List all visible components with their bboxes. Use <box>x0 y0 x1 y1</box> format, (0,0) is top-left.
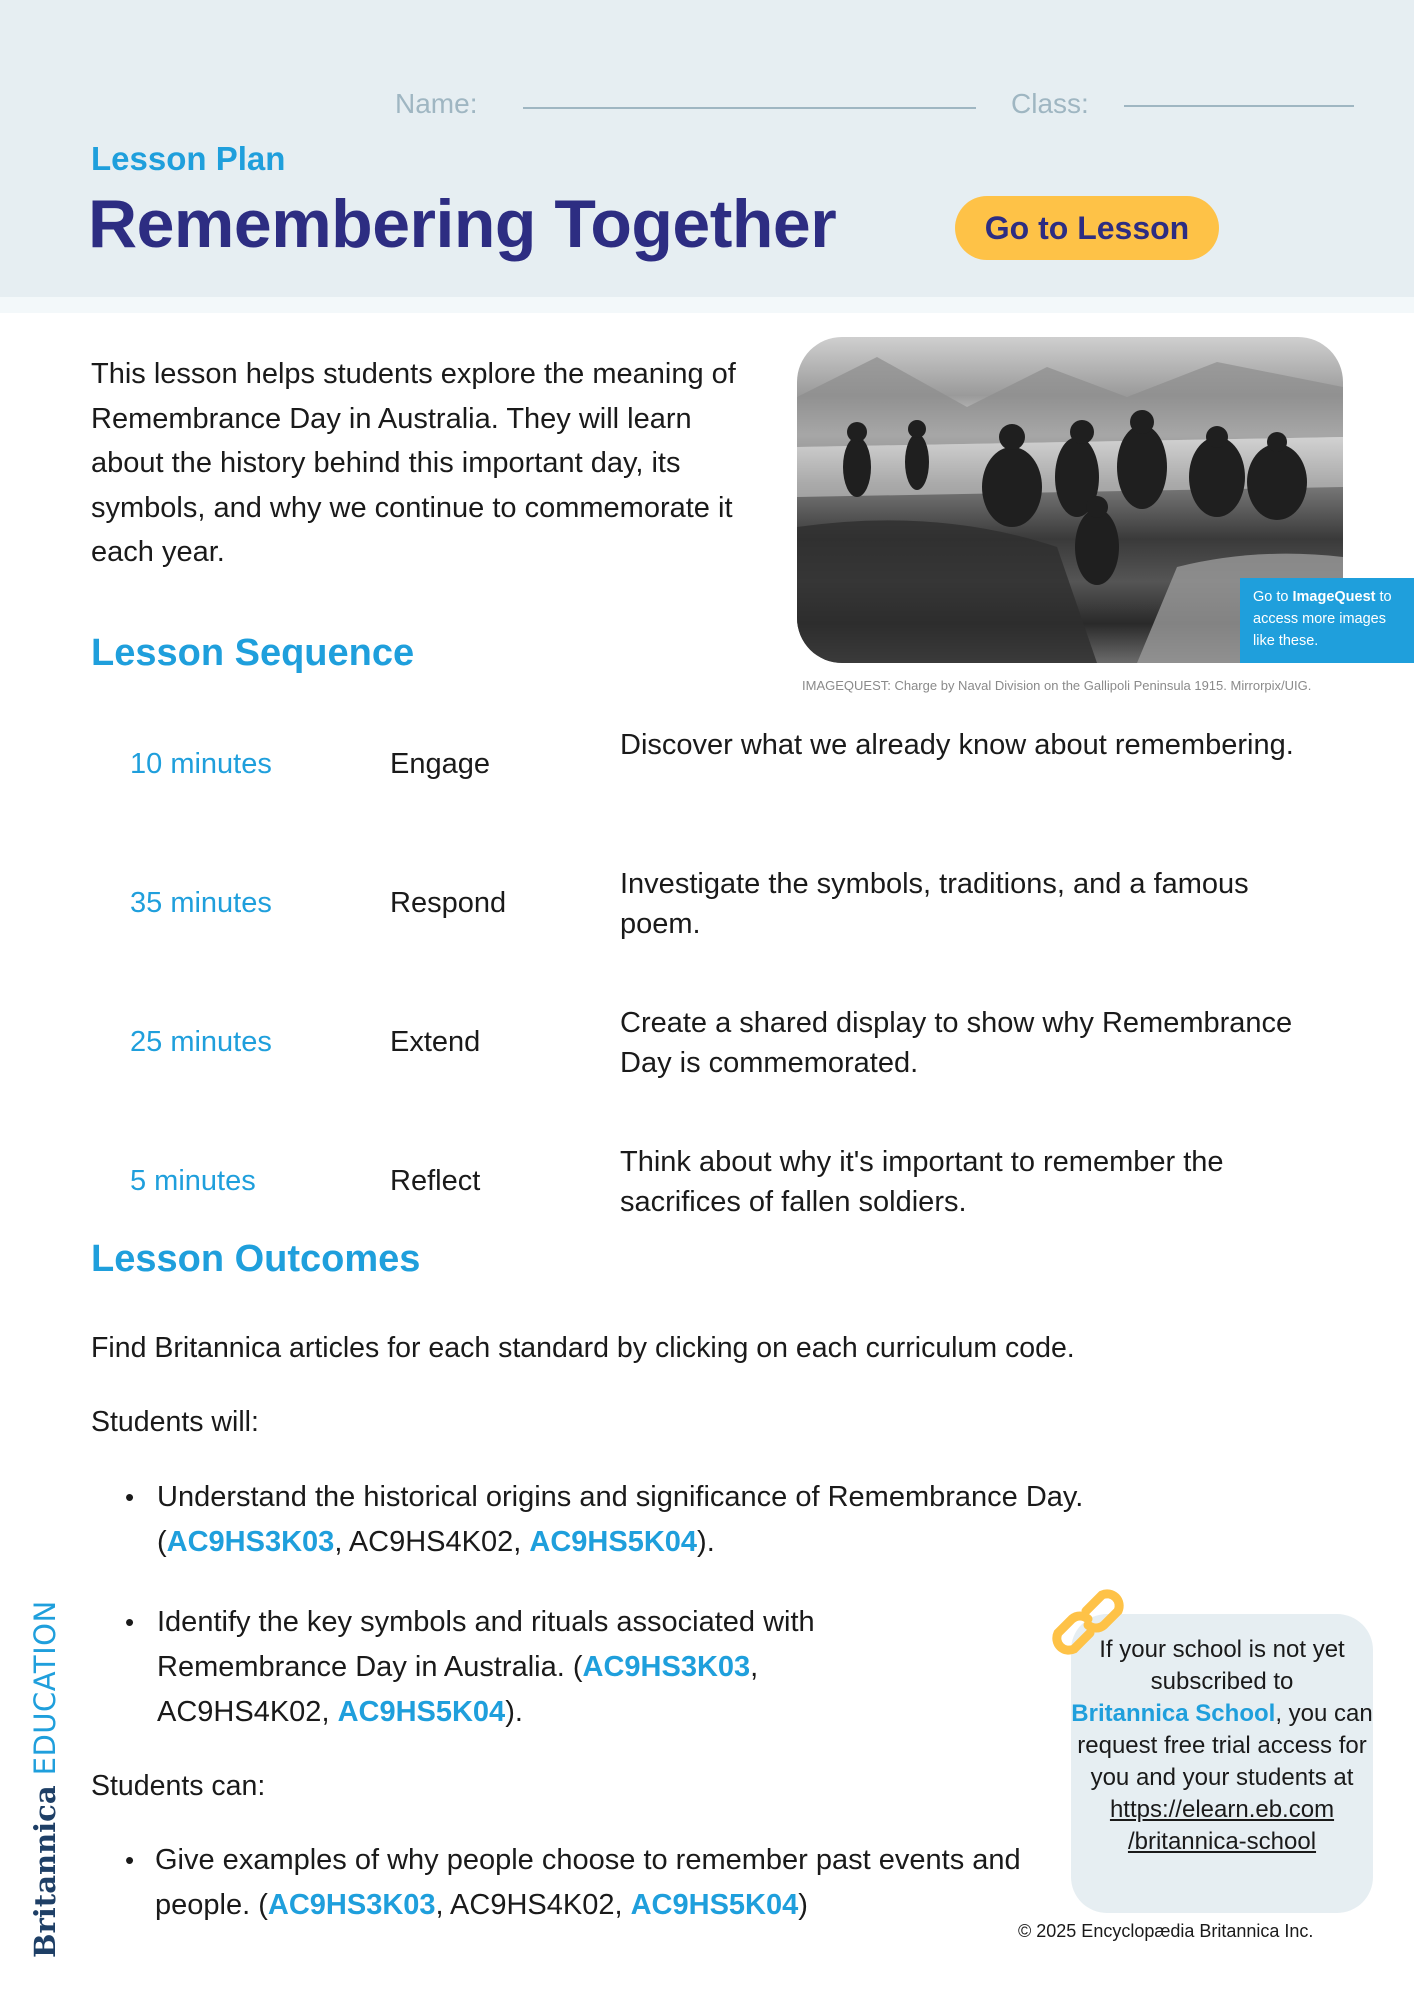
outcome-text: Identify the key symbols and rituals associated with Remembrance Day in Australia. <box>157 1606 815 1683</box>
curriculum-code-link[interactable]: AC9HS5K04 <box>529 1526 698 1558</box>
imagequest-suffix: to access more images like these. <box>1253 589 1392 649</box>
separator: , <box>750 1651 759 1683</box>
sequence-time: 35 minutes <box>130 887 272 919</box>
promo-text: , you can request free trial access for you and your students at <box>1077 1700 1373 1791</box>
imagequest-prefix: Go to <box>1253 589 1293 605</box>
sequence-description: Create a shared display to show why Remembrance Day is commemorated. <box>620 1007 1293 1079</box>
curriculum-code: AC9HS4K02 <box>450 1889 615 1921</box>
lesson-sequence-heading: Lesson Sequence <box>91 632 415 674</box>
sequence-phase: Respond <box>390 887 507 919</box>
imagequest-link[interactable] <box>1240 578 1414 663</box>
sequence-phase: Engage <box>390 748 490 780</box>
name-field[interactable] <box>523 107 976 109</box>
bullet-icon: • <box>125 1482 135 1512</box>
logo-sub: EDUCATION <box>28 1600 62 1776</box>
class-label: Class: <box>1011 88 1089 119</box>
paren-open: ( <box>157 1526 167 1558</box>
curriculum-code: AC9HS4K02 <box>157 1696 322 1728</box>
copyright: © 2025 Encyclopædia Britannica Inc. <box>1018 1921 1314 1941</box>
sequence-time: 10 minutes <box>130 748 272 780</box>
students-can-label: Students can: <box>91 1770 266 1802</box>
curriculum-code-link[interactable]: AC9HS3K03 <box>267 1889 436 1921</box>
outcome-text: Give examples of why people choose to remember past events and people. <box>155 1844 1021 1921</box>
go-to-lesson-button[interactable]: Go to Lesson <box>955 196 1219 260</box>
paren-open: ( <box>572 1651 583 1683</box>
paren-close: ) <box>798 1889 808 1921</box>
logo-brand: Britannica <box>28 1785 62 1958</box>
bullet-icon: • <box>125 1607 135 1637</box>
curriculum-code-link[interactable]: AC9HS3K03 <box>166 1526 335 1558</box>
sequence-description: Investigate the symbols, traditions, and a famous poem. <box>620 868 1249 940</box>
sequence-description: Discover what we already know about remembering. <box>620 729 1294 761</box>
britannica-school-link[interactable]: Britannica School <box>1071 1700 1276 1727</box>
header-divider <box>0 297 1414 313</box>
outcomes-instruction: Find Britannica articles for each standard by clicking on each curriculum code. <box>91 1332 1075 1364</box>
paren-open: ( <box>258 1889 268 1921</box>
curriculum-code-link[interactable]: AC9HS5K04 <box>337 1696 506 1728</box>
curriculum-code: AC9HS4K02 <box>348 1526 514 1558</box>
bullet-icon: • <box>125 1845 135 1875</box>
curriculum-code-link[interactable]: AC9HS3K03 <box>582 1651 751 1683</box>
trial-url-link[interactable]: https://elearn.eb.com /britannica-school <box>1109 1796 1335 1855</box>
separator: , <box>435 1889 451 1921</box>
imagequest-brand: ImageQuest <box>1292 589 1376 605</box>
intro-paragraph: This lesson helps students explore the meaning of Remembrance Day in Australia. They will learn about the history behind this important day, its symbols, and why we continue to commemorate it each year. <box>91 358 736 568</box>
separator: , <box>614 1889 631 1921</box>
curriculum-code-link[interactable]: AC9HS5K04 <box>630 1889 799 1921</box>
sequence-phase: Extend <box>390 1026 481 1058</box>
paren-close: ). <box>505 1696 523 1728</box>
paren-close: ). <box>697 1526 715 1558</box>
lesson-outcomes-heading: Lesson Outcomes <box>91 1238 421 1280</box>
sequence-time: 25 minutes <box>130 1026 272 1058</box>
name-label: Name: <box>395 88 478 119</box>
sequence-description: Think about why it's important to remember the sacrifices of fallen soldiers. <box>620 1146 1224 1218</box>
photo-caption: IMAGEQUEST: Charge by Naval Division on the Gallipoli Peninsula 1915. Mirrorpix/UIG. <box>802 678 1312 693</box>
class-field[interactable] <box>1124 105 1354 107</box>
separator: , <box>513 1526 530 1558</box>
separator: , <box>334 1526 349 1558</box>
promo-text: If your school is not yet subscribed to <box>1099 1636 1345 1695</box>
lesson-plan-label: Lesson Plan <box>91 140 286 177</box>
britannica-education-logo <box>30 1592 60 1958</box>
page-title: Remembering Together <box>88 186 837 262</box>
separator: , <box>321 1696 338 1728</box>
chain-link-icon <box>1050 1585 1126 1659</box>
outcome-text: Understand the historical origins and significance of Remembrance Day. <box>157 1481 1084 1513</box>
sequence-phase: Reflect <box>390 1165 481 1197</box>
sequence-time: 5 minutes <box>130 1165 256 1197</box>
students-will-label: Students will: <box>91 1406 259 1438</box>
